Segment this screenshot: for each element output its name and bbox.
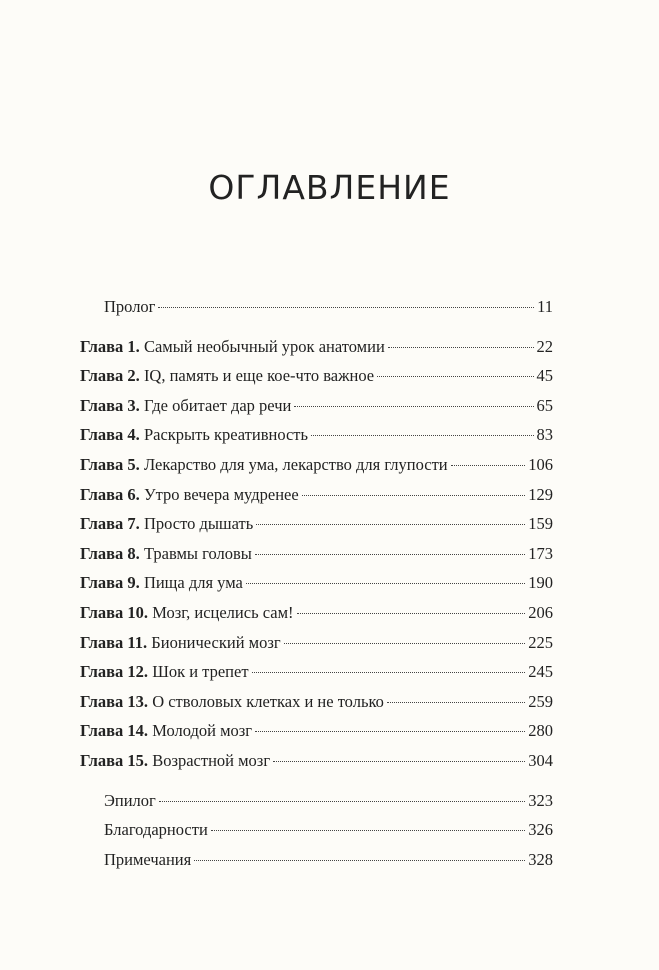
chapter-title: Пища для ума	[143, 573, 243, 593]
dot-leader	[302, 495, 526, 496]
toc-entry-label	[80, 687, 384, 717]
chapter-number: Глава 15.	[80, 750, 149, 770]
chapter-title: О стволовых клетках и не только	[152, 691, 384, 711]
page-number: 326	[528, 820, 553, 840]
chapter-title: Лекарство для ума, лекарство для глупости	[143, 454, 448, 474]
page-number: 245	[528, 662, 553, 682]
dot-leader	[284, 643, 526, 644]
dot-leader	[387, 702, 525, 703]
toc-entry-label	[80, 480, 299, 510]
chapter-title: Просто дышать	[143, 514, 254, 534]
chapter-title: Самый необычный урок анатомии	[143, 336, 385, 356]
chapter-title: Раскрыть креативность	[143, 425, 309, 445]
toc-entry-label	[80, 746, 270, 776]
toc-entry-label: Благодарности	[104, 820, 208, 840]
dot-leader	[294, 406, 533, 407]
chapter-title: Молодой мозг	[152, 721, 253, 741]
chapter-title: Шок и трепет	[152, 662, 249, 682]
chapter-number: Глава 13.	[80, 691, 149, 711]
dot-leader	[194, 860, 525, 861]
page-number: 206	[528, 602, 553, 622]
back-matter-list	[80, 786, 553, 875]
chapter-number: Глава 4.	[80, 425, 140, 445]
toc-entry-chapter[interactable]	[80, 657, 553, 687]
chapter-number: Глава 10.	[80, 602, 149, 622]
toc-entry-chapter[interactable]	[80, 628, 553, 658]
chapter-number: Глава 14.	[80, 721, 149, 741]
toc-entry-label	[80, 716, 252, 746]
page-title: ОГЛАВЛЕНИЕ	[208, 168, 451, 207]
dot-leader	[255, 731, 525, 732]
page-number: 323	[528, 790, 553, 810]
page-number: 11	[537, 297, 553, 316]
toc-entry-label	[80, 628, 281, 658]
toc-entry-chapter[interactable]	[80, 598, 553, 628]
toc-entry-chapter[interactable]	[80, 568, 553, 598]
toc-entry-chapter[interactable]	[80, 361, 553, 391]
page-number: 106	[528, 454, 553, 474]
chapter-title: Возрастной мозг	[152, 750, 271, 770]
toc-entry-chapter[interactable]	[80, 539, 553, 569]
chapter-title: Бионический мозг	[151, 632, 281, 652]
toc-entry-chapter[interactable]	[80, 391, 553, 421]
dot-leader	[252, 672, 526, 673]
page-number: 190	[528, 573, 553, 593]
toc-entry-chapter[interactable]	[80, 450, 553, 480]
toc-entry-label	[80, 332, 385, 362]
chapter-number: Глава 2.	[80, 366, 140, 386]
page-number: 259	[528, 691, 553, 711]
toc-entry-label: Примечания	[104, 849, 192, 869]
toc-entry-label	[80, 391, 291, 421]
dot-leader	[377, 376, 533, 377]
toc-entry-label	[80, 361, 374, 391]
chapter-title: Травмы головы	[143, 543, 252, 563]
page-number: 45	[536, 366, 553, 386]
toc-entry-label	[80, 450, 448, 480]
chapter-number: Глава 3.	[80, 395, 140, 415]
chapter-title: IQ, память и еще кое-что важное	[143, 366, 375, 386]
chapter-number: Глава 11.	[80, 632, 148, 652]
page-number: 173	[528, 543, 553, 563]
toc-entry-back-matter[interactable]	[80, 845, 553, 875]
toc-entry-chapter[interactable]	[80, 687, 553, 717]
page-number: 328	[528, 849, 553, 869]
toc-entry-label	[80, 420, 308, 450]
toc-entry-chapter[interactable]	[80, 746, 553, 776]
page-number: 83	[536, 425, 553, 445]
toc-entry-chapter[interactable]	[80, 716, 553, 746]
page-number: 22	[536, 336, 553, 356]
page-number: 304	[528, 750, 553, 770]
page-number: 129	[528, 484, 553, 504]
chapter-number: Глава 7.	[80, 514, 140, 534]
chapter-title: Где обитает дар речи	[143, 395, 292, 415]
toc-entry-label	[80, 539, 252, 569]
chapter-number: Глава 6.	[80, 484, 140, 504]
dot-leader	[256, 524, 525, 525]
dot-leader	[158, 307, 534, 308]
toc-entry-chapter[interactable]	[80, 480, 553, 510]
toc-entry-back-matter[interactable]	[80, 815, 553, 845]
page-number: 65	[536, 395, 553, 415]
page-number: 159	[528, 514, 553, 534]
toc-entry-label	[80, 568, 243, 598]
dot-leader	[297, 613, 526, 614]
toc-entry-prologue[interactable]	[80, 292, 553, 322]
chapter-list	[80, 332, 553, 776]
toc-entry-label: Эпилог	[104, 790, 156, 810]
toc-entry-label	[80, 509, 253, 539]
dot-leader	[246, 583, 525, 584]
chapter-title: Утро вечера мудренее	[143, 484, 299, 504]
page-number: 225	[528, 632, 553, 652]
toc-entry-label: Пролог	[104, 297, 156, 316]
dot-leader	[211, 830, 525, 831]
chapter-number: Глава 8.	[80, 543, 140, 563]
dot-leader	[255, 554, 525, 555]
toc-entry-back-matter[interactable]	[80, 786, 553, 816]
toc-entry-chapter[interactable]	[80, 509, 553, 539]
chapter-title: Мозг, исцелись сам!	[152, 602, 294, 622]
toc-entry-label	[80, 657, 249, 687]
dot-leader	[388, 347, 534, 348]
chapter-number: Глава 5.	[80, 454, 140, 474]
chapter-number: Глава 12.	[80, 662, 149, 682]
page-number: 280	[528, 721, 553, 741]
dot-leader	[311, 435, 533, 436]
dot-leader	[159, 801, 525, 802]
chapter-number: Глава 9.	[80, 573, 140, 593]
dot-leader	[273, 761, 525, 762]
toc-entry-chapter[interactable]	[80, 332, 553, 362]
chapter-number: Глава 1.	[80, 336, 140, 356]
toc-entry-label	[80, 598, 294, 628]
toc-entry-chapter[interactable]	[80, 420, 553, 450]
dot-leader	[451, 465, 526, 466]
table-of-contents	[80, 292, 553, 874]
